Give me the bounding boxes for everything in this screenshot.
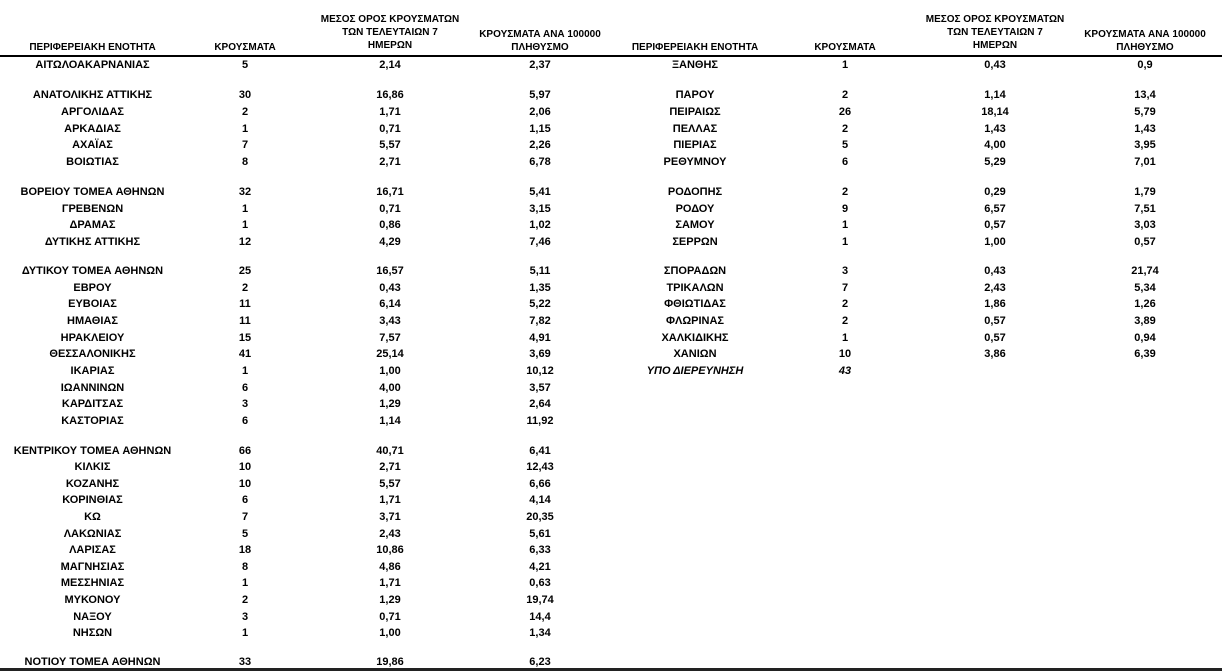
cell-per100k: 2,37	[529, 59, 551, 71]
cell-per100k: 4,21	[529, 561, 551, 573]
bottom-border	[0, 668, 1222, 671]
cell-cases: 8	[241, 561, 249, 573]
cell-avg7: 4,00	[984, 139, 1006, 151]
right-header-cases	[805, 41, 885, 54]
cell-cases: 1	[841, 332, 849, 344]
cell-avg7: 16,86	[376, 89, 404, 101]
right-header-per100k-line2: ΠΛΗΘΥΣΜΟ	[1116, 42, 1174, 53]
cell-cases: 2	[841, 123, 849, 135]
cell-per100k: 11,92	[526, 415, 554, 427]
cell-avg7: 1,00	[984, 236, 1006, 248]
cell-per100k: 5,79	[1134, 106, 1156, 118]
cell-avg7: 1,00	[379, 627, 401, 639]
cell-region: ΚΟΖΑΝΗΣ	[65, 478, 120, 490]
cell-region: ΔΡΑΜΑΣ	[69, 219, 116, 231]
cell-avg7: 1,14	[379, 415, 401, 427]
cell-cases: 2	[241, 282, 249, 294]
cell-cases: 10	[238, 478, 252, 490]
cell-region: ΑΡΚΑΔΙΑΣ	[64, 123, 121, 135]
cell-cases: 2	[241, 106, 249, 118]
cell-avg7: 4,00	[379, 382, 401, 394]
right-header-region	[615, 41, 775, 54]
cell-cases: 33	[238, 656, 252, 668]
left-header-region	[0, 41, 185, 54]
cell-cases: 7	[241, 511, 249, 523]
cell-cases: 3	[241, 398, 249, 410]
cell-avg7: 6,57	[984, 203, 1006, 215]
cell-avg7: 0,29	[984, 186, 1006, 198]
cell-cases: 12	[238, 236, 252, 248]
cell-per100k: 3,89	[1134, 315, 1156, 327]
cell-per100k: 0,57	[1134, 236, 1156, 248]
cell-per100k: 7,82	[529, 315, 551, 327]
cell-region: ΔΥΤΙΚΟΥ ΤΟΜΕΑ ΑΘΗΝΩΝ	[21, 265, 164, 277]
cell-per100k: 10,12	[526, 365, 554, 377]
right-header-avg7	[910, 13, 1080, 52]
cell-avg7: 16,57	[376, 265, 404, 277]
cell-avg7: 0,57	[984, 315, 1006, 327]
cell-avg7: 3,86	[984, 348, 1006, 360]
cell-avg7: 4,29	[379, 236, 401, 248]
cell-per100k: 5,97	[529, 89, 551, 101]
cell-avg7: 3,43	[379, 315, 401, 327]
cell-per100k: 7,46	[529, 236, 551, 248]
cell-avg7: 0,43	[984, 265, 1006, 277]
cell-per100k: 3,95	[1134, 139, 1156, 151]
right-header-avg7-line3: ΗΜΕΡΩΝ	[972, 40, 1018, 51]
cell-per100k: 0,9	[1137, 59, 1153, 71]
cell-avg7: 1,71	[379, 577, 401, 589]
cell-cases: 2	[841, 186, 849, 198]
cell-cases: 30	[238, 89, 252, 101]
cell-region: ΝΗΣΩΝ	[72, 627, 113, 639]
cell-cases: 9	[841, 203, 849, 215]
cell-region: ΧΑΝΙΩΝ	[673, 348, 717, 360]
cell-cases: 1	[241, 365, 249, 377]
cell-cases: 2	[841, 298, 849, 310]
cell-region: ΙΩΑΝΝΙΝΩΝ	[60, 382, 125, 394]
cell-per100k: 0,94	[1134, 332, 1156, 344]
cell-region: ΣΕΡΡΩΝ	[672, 236, 718, 248]
cell-cases: 1	[241, 577, 249, 589]
cell-cases: 43	[838, 365, 852, 377]
cell-per100k: 3,15	[529, 203, 551, 215]
cell-avg7: 1,43	[984, 123, 1006, 135]
cell-cases: 6	[241, 382, 249, 394]
cell-region: ΜΑΓΝΗΣΙΑΣ	[60, 561, 125, 573]
cell-avg7: 0,71	[379, 203, 401, 215]
cell-region: ΑΡΓΟΛΙΔΑΣ	[61, 106, 124, 118]
cell-per100k: 3,57	[529, 382, 551, 394]
cell-per100k: 3,69	[529, 348, 551, 360]
cell-region: ΜΥΚΟΝΟΥ	[64, 594, 121, 606]
left-header-per100k-line2: ΠΛΗΘΥΣΜΟ	[511, 42, 569, 53]
cell-cases: 10	[238, 461, 252, 473]
cell-per100k: 1,26	[1134, 298, 1156, 310]
cell-region: ΘΕΣΣΑΛΟΝΙΚΗΣ	[49, 348, 136, 360]
cell-region: ΤΡΙΚΑΛΩΝ	[666, 282, 724, 294]
cell-per100k: 2,26	[529, 139, 551, 151]
cell-avg7: 25,14	[376, 348, 404, 360]
cell-cases: 25	[238, 265, 252, 277]
cell-region: ΦΛΩΡΙΝΑΣ	[665, 315, 725, 327]
cell-per100k: 5,22	[529, 298, 551, 310]
cell-cases: 2	[841, 89, 849, 101]
right-header-cases-label: ΚΡΟΥΣΜΑΤΑ	[814, 42, 876, 53]
cell-region: ΠΙΕΡΙΑΣ	[673, 139, 717, 151]
cell-region: ΡΟΔΟΥ	[675, 203, 715, 215]
cell-region: ΚΑΣΤΟΡΙΑΣ	[61, 415, 124, 427]
cell-cases: 11	[239, 298, 251, 310]
left-header-avg7-line2: ΤΩΝ ΤΕΛΕΥΤΑΙΩΝ 7	[342, 27, 438, 38]
left-header-avg7-line1: ΜΕΣΟΣ ΟΡΟΣ ΚΡΟΥΣΜΑΤΩΝ	[320, 14, 460, 25]
cell-avg7: 6,14	[379, 298, 401, 310]
cell-per100k: 5,61	[529, 528, 551, 540]
cell-cases: 66	[238, 445, 252, 457]
cell-avg7: 16,71	[376, 186, 404, 198]
cell-avg7: 5,57	[379, 139, 401, 151]
cell-region: ΠΕΙΡΑΙΩΣ	[669, 106, 721, 118]
cell-region: ΙΚΑΡΙΑΣ	[70, 365, 115, 377]
cell-cases: 5	[241, 528, 249, 540]
cell-avg7: 2,43	[379, 528, 401, 540]
cell-cases: 1	[241, 219, 249, 231]
cell-region: ΑΝΑΤΟΛΙΚΗΣ ΑΤΤΙΚΗΣ	[32, 89, 153, 101]
cell-region: ΚΟΡΙΝΘΙΑΣ	[62, 494, 123, 506]
cell-avg7: 1,29	[379, 398, 401, 410]
cell-cases: 11	[239, 315, 251, 327]
cell-region: ΚΑΡΔΙΤΣΑΣ	[61, 398, 124, 410]
cell-per100k: 2,64	[529, 398, 551, 410]
cell-avg7: 19,86	[376, 656, 404, 668]
cell-cases: 10	[838, 348, 852, 360]
cell-region: ΓΡΕΒΕΝΩΝ	[61, 203, 124, 215]
cell-region: ΣΠΟΡΑΔΩΝ	[663, 265, 727, 277]
cell-region: ΑΧΑΪΑΣ	[72, 139, 113, 151]
cell-cases: 15	[238, 332, 252, 344]
cell-per100k: 5,41	[529, 186, 551, 198]
cell-cases: 5	[841, 139, 849, 151]
cell-per100k: 1,34	[529, 627, 551, 639]
cell-region: ΞΑΝΘΗΣ	[671, 59, 719, 71]
cell-avg7: 2,71	[379, 156, 401, 168]
cell-avg7: 3,71	[379, 511, 401, 523]
cell-cases: 1	[241, 627, 249, 639]
cell-avg7: 2,71	[379, 461, 401, 473]
cell-avg7: 5,57	[379, 478, 401, 490]
left-header-avg7-line3: ΗΜΕΡΩΝ	[367, 40, 413, 51]
cell-region: ΜΕΣΣΗΝΙΑΣ	[60, 577, 125, 589]
cell-per100k: 1,43	[1134, 123, 1156, 135]
cell-cases: 2	[841, 315, 849, 327]
cell-avg7: 4,86	[379, 561, 401, 573]
cell-per100k: 5,11	[529, 265, 551, 277]
left-header-per100k-line1: ΚΡΟΥΣΜΑΤΑ ΑΝΑ 100000	[479, 29, 601, 40]
cell-cases: 1	[241, 123, 249, 135]
cell-region: ΥΠΟ ΔΙΕΡΕΥΝΗΣΗ	[646, 365, 744, 377]
cell-region: ΚΙΛΚΙΣ	[74, 461, 111, 473]
cell-avg7: 1,00	[379, 365, 401, 377]
cell-region: ΗΡΑΚΛΕΙΟΥ	[60, 332, 125, 344]
cell-avg7: 5,29	[984, 156, 1006, 168]
cell-region: ΦΘΙΩΤΙΔΑΣ	[664, 298, 726, 310]
cell-per100k: 7,01	[1134, 156, 1156, 168]
left-header-cases-label: ΚΡΟΥΣΜΑΤΑ	[214, 42, 276, 53]
cell-per100k: 3,03	[1134, 219, 1156, 231]
cell-region: ΚΕΝΤΡΙΚΟΥ ΤΟΜΕΑ ΑΘΗΝΩΝ	[13, 445, 172, 457]
left-header-avg7	[305, 13, 475, 52]
cell-avg7: 0,43	[984, 59, 1006, 71]
cell-region: ΒΟΙΩΤΙΑΣ	[66, 156, 119, 168]
cell-avg7: 1,29	[379, 594, 401, 606]
cell-per100k: 5,34	[1134, 282, 1156, 294]
cell-cases: 1	[841, 219, 849, 231]
cell-avg7: 1,86	[984, 298, 1006, 310]
cell-avg7: 0,71	[379, 611, 401, 623]
cell-avg7: 18,14	[981, 106, 1009, 118]
left-header-region-label: ΠΕΡΙΦΕΡΕΙΑΚΗ ΕΝΟΤΗΤΑ	[29, 42, 156, 53]
cell-region: ΔΥΤΙΚΗΣ ΑΤΤΙΚΗΣ	[44, 236, 141, 248]
right-header-per100k	[1070, 28, 1220, 54]
cell-per100k: 7,51	[1134, 203, 1156, 215]
cell-per100k: 13,4	[1134, 89, 1156, 101]
cell-region: ΑΙΤΩΛΟΑΚΑΡΝΑΝΙΑΣ	[35, 59, 150, 71]
cell-cases: 7	[841, 282, 849, 294]
cell-region: ΣΑΜΟΥ	[675, 219, 715, 231]
cell-per100k: 1,02	[529, 219, 551, 231]
cell-cases: 1	[841, 59, 849, 71]
right-header-avg7-line1: ΜΕΣΟΣ ΟΡΟΣ ΚΡΟΥΣΜΑΤΩΝ	[925, 14, 1065, 25]
cell-region: ΛΑΡΙΣΑΣ	[69, 544, 116, 556]
right-header-per100k-line1: ΚΡΟΥΣΜΑΤΑ ΑΝΑ 100000	[1084, 29, 1206, 40]
cell-region: ΡΕΘΥΜΝΟΥ	[663, 156, 727, 168]
cell-avg7: 0,43	[379, 282, 401, 294]
cell-per100k: 19,74	[526, 594, 554, 606]
cell-per100k: 20,35	[526, 511, 554, 523]
cell-avg7: 0,57	[984, 219, 1006, 231]
cell-per100k: 2,06	[529, 106, 551, 118]
cell-avg7: 1,71	[379, 494, 401, 506]
cell-cases: 8	[241, 156, 249, 168]
cell-per100k: 1,35	[529, 282, 551, 294]
cell-region: ΧΑΛΚΙΔΙΚΗΣ	[661, 332, 729, 344]
cell-per100k: 14,4	[529, 611, 551, 623]
cell-cases: 1	[841, 236, 849, 248]
cell-avg7: 10,86	[376, 544, 404, 556]
right-header-avg7-line2: ΤΩΝ ΤΕΛΕΥΤΑΙΩΝ 7	[947, 27, 1043, 38]
cell-region: ΗΜΑΘΙΑΣ	[67, 315, 118, 327]
cell-per100k: 6,39	[1134, 348, 1156, 360]
cell-region: ΚΩ	[84, 511, 101, 523]
cell-cases: 6	[241, 494, 249, 506]
cell-per100k: 6,66	[529, 478, 551, 490]
cell-per100k: 21,74	[1131, 265, 1159, 277]
right-header-region-label: ΠΕΡΙΦΕΡΕΙΑΚΗ ΕΝΟΤΗΤΑ	[631, 42, 759, 53]
cell-avg7: 40,71	[376, 445, 404, 457]
cell-cases: 3	[241, 611, 249, 623]
cell-region: ΒΟΡΕΙΟΥ ΤΟΜΕΑ ΑΘΗΝΩΝ	[20, 186, 165, 198]
cell-per100k: 1,79	[1134, 186, 1156, 198]
cell-avg7: 7,57	[379, 332, 401, 344]
left-header-per100k	[465, 28, 615, 54]
cell-avg7: 2,14	[379, 59, 401, 71]
cell-region: ΝΑΞΟΥ	[73, 611, 112, 623]
cell-cases: 18	[238, 544, 252, 556]
cell-per100k: 0,63	[529, 577, 551, 589]
cell-cases: 32	[238, 186, 252, 198]
cell-region: ΛΑΚΩΝΙΑΣ	[63, 528, 122, 540]
cell-cases: 1	[241, 203, 249, 215]
cell-per100k: 4,14	[529, 494, 551, 506]
cell-cases: 7	[241, 139, 249, 151]
cell-cases: 6	[841, 156, 849, 168]
cell-avg7: 0,86	[379, 219, 401, 231]
cell-region: ΡΟΔΟΠΗΣ	[667, 186, 723, 198]
cell-avg7: 2,43	[984, 282, 1006, 294]
cell-per100k: 6,41	[529, 445, 551, 457]
cell-region: ΠΑΡΟΥ	[675, 89, 715, 101]
cell-per100k: 12,43	[526, 461, 554, 473]
cell-cases: 2	[241, 594, 249, 606]
cell-per100k: 4,91	[529, 332, 551, 344]
cell-per100k: 6,78	[529, 156, 551, 168]
cell-cases: 6	[241, 415, 249, 427]
cell-cases: 26	[838, 106, 852, 118]
cell-avg7: 1,71	[379, 106, 401, 118]
cell-cases: 5	[241, 59, 249, 71]
left-header-cases	[205, 41, 285, 54]
cell-avg7: 0,57	[984, 332, 1006, 344]
cell-cases: 3	[841, 265, 849, 277]
cell-region: ΠΕΛΛΑΣ	[672, 123, 718, 135]
cell-per100k: 1,15	[529, 123, 551, 135]
cell-region: ΕΒΡΟΥ	[73, 282, 112, 294]
cell-avg7: 1,14	[984, 89, 1006, 101]
cell-avg7: 0,71	[379, 123, 401, 135]
cell-region: ΝΟΤΙΟΥ ΤΟΜΕΑ ΑΘΗΝΩΝ	[24, 656, 161, 668]
cell-region: ΕΥΒΟΙΑΣ	[68, 298, 117, 310]
cell-cases: 41	[238, 348, 252, 360]
cell-per100k: 6,23	[529, 656, 551, 668]
cell-per100k: 6,33	[529, 544, 551, 556]
